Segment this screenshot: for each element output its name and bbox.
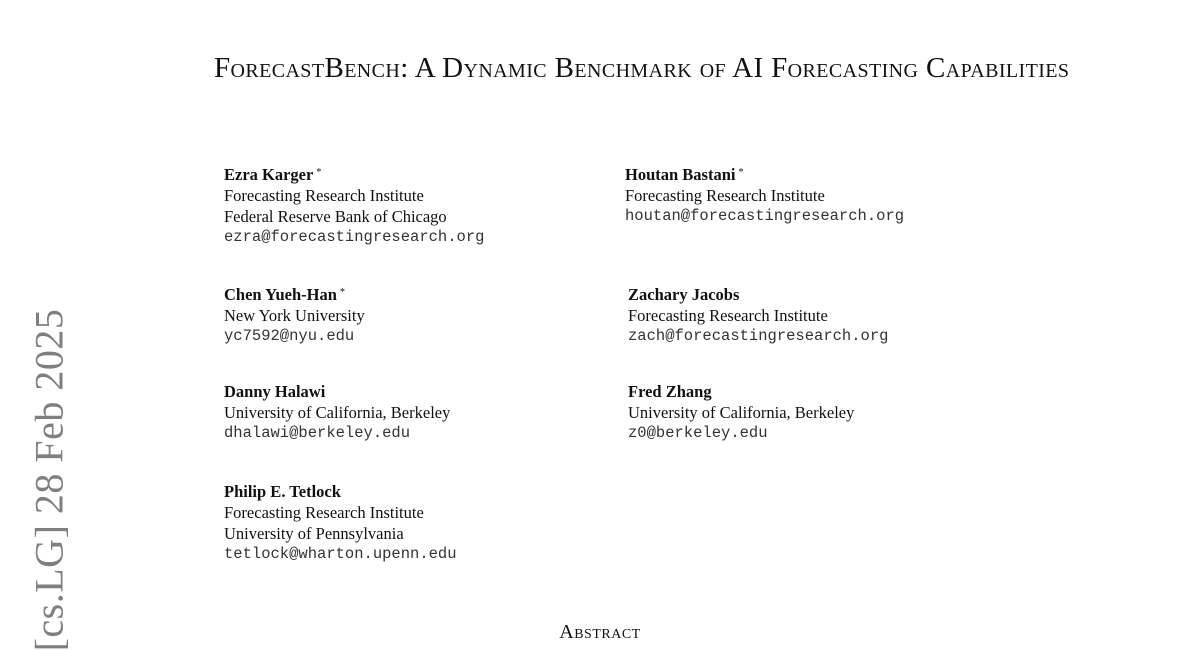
equal-contribution-mark: * — [316, 167, 322, 178]
author-affiliation: University of Pennsylvania — [224, 524, 404, 543]
author-block — [224, 162, 484, 248]
author-block — [628, 282, 888, 347]
author-name: Danny Halawi — [224, 382, 326, 401]
author-email: dhalawi@berkeley.edu — [224, 424, 411, 442]
author-affiliation: Federal Reserve Bank of Chicago — [224, 207, 447, 226]
author-affiliation: University of California, Berkeley — [224, 403, 451, 422]
author-name: Zachary Jacobs — [628, 285, 740, 304]
author-block — [224, 282, 365, 347]
author-name: Chen Yueh-Han — [224, 285, 337, 304]
author-email: yc7592@nyu.edu — [224, 327, 355, 345]
equal-contribution-mark: * — [738, 167, 744, 178]
author-block — [224, 479, 457, 565]
author-name: Philip E. Tetlock — [224, 482, 341, 501]
author-name: Ezra Karger — [224, 165, 314, 184]
author-affiliation: University of California, Berkeley — [628, 403, 855, 422]
arxiv-side-stamp: [cs.LG] 28 Feb 2025 — [26, 308, 72, 651]
author-block — [628, 379, 854, 444]
author-email: z0@berkeley.edu — [628, 424, 768, 442]
author-block — [224, 379, 450, 444]
abstract-heading: Abstract — [559, 621, 641, 643]
author-affiliation: New York University — [224, 306, 365, 325]
author-name: Fred Zhang — [628, 382, 712, 401]
author-email: zach@forecastingresearch.org — [628, 327, 889, 345]
paper-title: ForecastBench: A Dynamic Benchmark of AI Forecasting Capabilities — [214, 52, 1070, 84]
author-affiliation: Forecasting Research Institute — [224, 503, 424, 522]
equal-contribution-mark: * — [339, 287, 345, 298]
author-email: tetlock@wharton.upenn.edu — [224, 545, 457, 563]
author-affiliation: Forecasting Research Institute — [625, 186, 825, 205]
author-affiliation: Forecasting Research Institute — [628, 306, 828, 325]
author-affiliation: Forecasting Research Institute — [224, 186, 424, 205]
author-email: houtan@forecastingresearch.org — [625, 207, 905, 225]
author-name: Houtan Bastani — [625, 165, 736, 184]
author-email: ezra@forecastingresearch.org — [224, 228, 485, 246]
author-block — [625, 162, 904, 227]
